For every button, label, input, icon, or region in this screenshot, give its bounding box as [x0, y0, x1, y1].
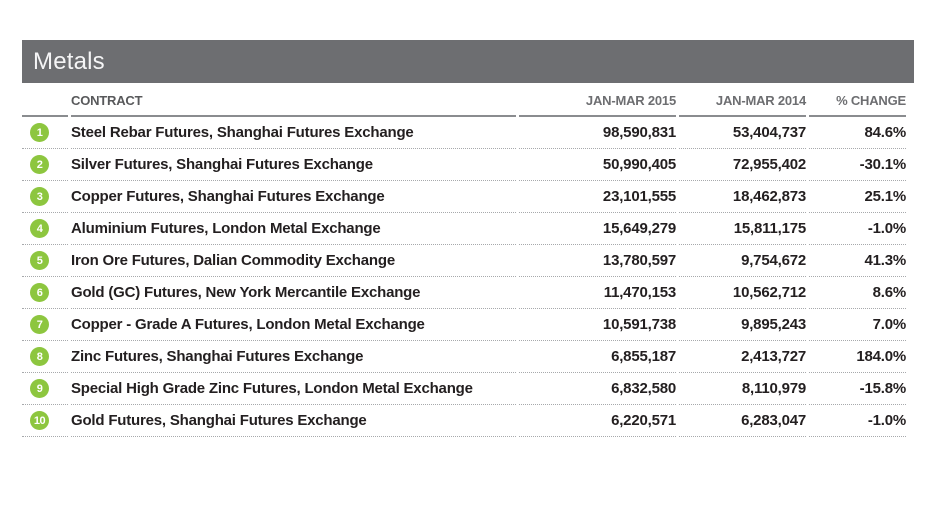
table-row — [22, 405, 914, 437]
rank-cell — [22, 117, 68, 149]
table-row — [22, 341, 914, 373]
percent-change-column-header: % CHANGE — [809, 85, 906, 117]
rank-badge: 1 — [30, 123, 49, 142]
rank-badge: 6 — [30, 283, 49, 302]
rank-cell — [22, 277, 68, 309]
contract-column-header: CONTRACT — [71, 85, 516, 117]
jan-mar-2014-column-header: JAN-MAR 2014 — [679, 85, 806, 117]
percent-change-value: -30.1% — [809, 149, 906, 181]
rank-badge: 7 — [30, 315, 49, 334]
contract-name: Zinc Futures, Shanghai Futures Exchange — [71, 341, 516, 373]
rank-cell — [22, 149, 68, 181]
table-row — [22, 181, 914, 213]
volume-2014-value: 15,811,175 — [679, 213, 806, 245]
percent-change-value: 184.0% — [809, 341, 906, 373]
volume-2014-value: 10,562,712 — [679, 277, 806, 309]
table-row — [22, 277, 914, 309]
volume-2014-value: 9,754,672 — [679, 245, 806, 277]
rank-badge: 9 — [30, 379, 49, 398]
rank-badge: 2 — [30, 155, 49, 174]
volume-2014-value: 8,110,979 — [679, 373, 806, 405]
contract-name: Gold (GC) Futures, New York Mercantile Exchange — [71, 277, 516, 309]
volume-2014-value: 6,283,047 — [679, 405, 806, 437]
contract-name: Aluminium Futures, London Metal Exchange — [71, 213, 516, 245]
volume-2015-value: 98,590,831 — [519, 117, 676, 149]
volume-2015-value: 23,101,555 — [519, 181, 676, 213]
contract-name: Special High Grade Zinc Futures, London Metal Exchange — [71, 373, 516, 405]
volume-2014-value: 72,955,402 — [679, 149, 806, 181]
percent-change-value: 84.6% — [809, 117, 906, 149]
table-row — [22, 373, 914, 405]
contract-name: Steel Rebar Futures, Shanghai Futures Exchange — [71, 117, 516, 149]
contract-name: Silver Futures, Shanghai Futures Exchange — [71, 149, 516, 181]
volume-2015-value: 15,649,279 — [519, 213, 676, 245]
table-header-row — [22, 85, 914, 117]
volume-2014-value: 9,895,243 — [679, 309, 806, 341]
contract-name: Gold Futures, Shanghai Futures Exchange — [71, 405, 516, 437]
rank-badge: 10 — [30, 411, 49, 430]
volume-2014-value: 18,462,873 — [679, 181, 806, 213]
volume-2015-value: 6,220,571 — [519, 405, 676, 437]
volume-2015-value: 11,470,153 — [519, 277, 676, 309]
contract-name: Copper - Grade A Futures, London Metal Exchange — [71, 309, 516, 341]
contract-name: Iron Ore Futures, Dalian Commodity Exchange — [71, 245, 516, 277]
table-row — [22, 213, 914, 245]
rank-badge: 8 — [30, 347, 49, 366]
volume-2015-value: 6,855,187 — [519, 341, 676, 373]
table-row — [22, 117, 914, 149]
table-row — [22, 309, 914, 341]
metals-table-panel — [22, 40, 914, 437]
volume-2014-value: 53,404,737 — [679, 117, 806, 149]
contract-name: Copper Futures, Shanghai Futures Exchange — [71, 181, 516, 213]
rank-badge: 5 — [30, 251, 49, 270]
table-body — [22, 117, 914, 437]
percent-change-value: 41.3% — [809, 245, 906, 277]
rank-cell — [22, 405, 68, 437]
volume-2015-value: 13,780,597 — [519, 245, 676, 277]
jan-mar-2015-column-header: JAN-MAR 2015 — [519, 85, 676, 117]
section-title-bar — [22, 40, 914, 83]
rank-badge: 4 — [30, 219, 49, 238]
rank-cell — [22, 373, 68, 405]
rank-cell — [22, 181, 68, 213]
volume-2015-value: 10,591,738 — [519, 309, 676, 341]
rank-badge: 3 — [30, 187, 49, 206]
rank-column-header — [22, 85, 68, 117]
rank-cell — [22, 309, 68, 341]
volume-2014-value: 2,413,727 — [679, 341, 806, 373]
percent-change-value: -1.0% — [809, 213, 906, 245]
percent-change-value: -15.8% — [809, 373, 906, 405]
rank-cell — [22, 341, 68, 373]
volume-2015-value: 6,832,580 — [519, 373, 676, 405]
section-title: Metals — [33, 47, 105, 75]
percent-change-value: -1.0% — [809, 405, 906, 437]
volume-2015-value: 50,990,405 — [519, 149, 676, 181]
rank-cell — [22, 245, 68, 277]
table-row — [22, 245, 914, 277]
percent-change-value: 8.6% — [809, 277, 906, 309]
percent-change-value: 7.0% — [809, 309, 906, 341]
table-row — [22, 149, 914, 181]
rank-cell — [22, 213, 68, 245]
percent-change-value: 25.1% — [809, 181, 906, 213]
